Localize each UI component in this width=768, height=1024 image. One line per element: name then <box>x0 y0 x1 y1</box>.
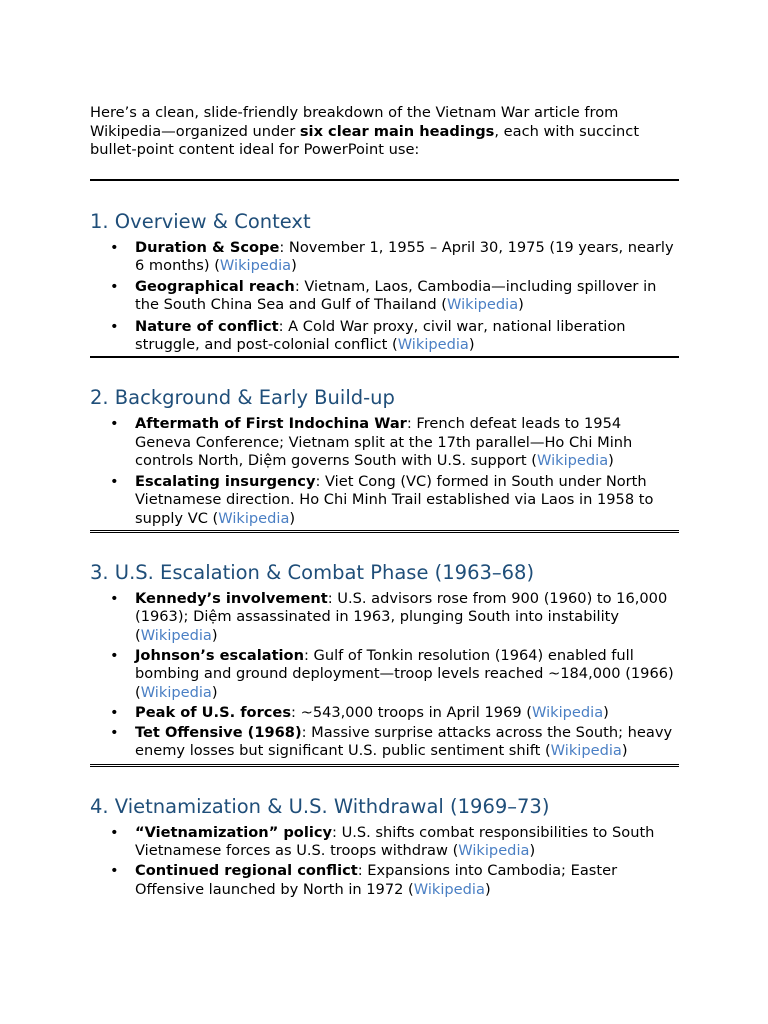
list-item <box>90 704 679 722</box>
wikipedia-link[interactable]: Wikipedia <box>531 703 604 721</box>
section-heading-3: 3. U.S. Escalation & Combat Phase (1963–68) <box>90 561 535 585</box>
item-text: : Vietnam, Laos, Cambodia—including spillover in the South China Sea and Gulf of Thailand ( <box>135 278 657 314</box>
item-text: : Massive surprise attacks across the South; heavy enemy losses but significant U.S. public sentiment shift ( <box>135 724 673 760</box>
section-background <box>90 386 679 528</box>
intro-text-start: Here’s a clean, slide-friendly breakdown of the Vietnam War article from Wikipedia—organized under <box>90 104 619 140</box>
item-term: Peak of U.S. forces <box>135 703 292 721</box>
list-item <box>90 318 679 355</box>
section-heading-2: 2. Background & Early Build-up <box>90 386 395 410</box>
wikipedia-link[interactable]: Wikipedia <box>446 296 519 314</box>
item-term: Duration & Scope <box>135 238 280 256</box>
item-end: ) <box>621 742 628 760</box>
bullet-icon: • <box>110 238 119 256</box>
bullet-icon: • <box>110 724 119 742</box>
list-item <box>90 824 679 861</box>
divider-2 <box>90 530 679 533</box>
item-end: ) <box>518 296 524 314</box>
wikipedia-link[interactable]: Wikipedia <box>536 451 609 469</box>
item-end: ) <box>468 335 475 353</box>
item-term: Nature of conflict <box>135 317 279 335</box>
item-text: : Viet Cong (VC) formed in South under North Vietnamese direction. Ho Chi Minh Trail established via Laos in 1958 to supply VC ( <box>135 473 654 527</box>
section-3-list <box>90 590 679 761</box>
intro-paragraph <box>90 104 679 160</box>
list-item <box>90 862 679 899</box>
bullet-icon: • <box>110 278 119 296</box>
bullet-icon: • <box>110 862 119 880</box>
list-item <box>90 473 679 528</box>
item-text: : U.S. shifts combat responsibilities to South Vietnamese forces as U.S. troops withdraw ( <box>135 823 655 860</box>
bullet-icon: • <box>110 823 119 841</box>
list-item <box>90 724 679 761</box>
list-item <box>90 415 679 470</box>
wikipedia-link[interactable]: Wikipedia <box>458 842 530 860</box>
item-end: ) <box>211 683 218 701</box>
item-end: ) <box>211 626 218 644</box>
item-end: ) <box>529 842 536 860</box>
list-item <box>90 239 679 276</box>
wikipedia-link[interactable]: Wikipedia <box>140 683 212 701</box>
item-term: Tet Offensive (1968) <box>135 724 302 742</box>
bullet-icon: • <box>110 473 119 491</box>
item-text: : U.S. advisors rose from 900 (1960) to 16,000 (1963); Diệm assassinated in 1963, plunging South into instability ( <box>135 590 668 644</box>
list-item <box>90 647 679 702</box>
section-escalation <box>90 561 679 761</box>
item-end: ) <box>603 703 609 721</box>
wikipedia-link[interactable]: Wikipedia <box>413 880 485 898</box>
bullet-icon: • <box>110 415 119 433</box>
bullet-icon: • <box>110 646 119 664</box>
divider-3 <box>90 764 679 767</box>
section-overview <box>90 210 679 355</box>
intro-bold-text: six clear main headings <box>299 122 495 140</box>
item-term: Continued regional conflict <box>135 862 358 880</box>
item-term: Escalating insurgency <box>135 473 316 491</box>
bullet-icon: • <box>110 317 119 335</box>
wikipedia-link[interactable]: Wikipedia <box>397 335 469 353</box>
item-end: ) <box>291 256 297 274</box>
wikipedia-link[interactable]: Wikipedia <box>218 509 290 527</box>
item-term: “Vietnamization” policy <box>135 823 333 841</box>
bullet-icon: • <box>110 590 119 608</box>
item-text: : Gulf of Tonkin resolution (1964) enabled full bombing and ground deployment—troop levels reached ~184,000 (1966) ( <box>135 646 674 701</box>
item-end: ) <box>484 880 491 898</box>
section-2-list <box>90 415 679 528</box>
intro-text-end: , each with succinct bullet-point content ideal for PowerPoint use: <box>90 122 640 158</box>
item-end: ) <box>608 451 614 469</box>
item-text: : French defeat leads to 1954 Geneva Conference; Vietnam split at the 17th parallel—Ho Chi Minh controls North, Diệm governs South with U.S. support ( <box>135 415 633 469</box>
wikipedia-link[interactable]: Wikipedia <box>140 626 212 644</box>
item-text: : November 1, 1955 – April 30, 1975 (19 years, nearly 6 months) ( <box>135 238 674 274</box>
section-1-list <box>90 239 679 355</box>
section-heading-1: 1. Overview & Context <box>90 209 311 233</box>
item-term: Kennedy’s involvement <box>135 590 328 608</box>
wikipedia-link[interactable]: Wikipedia <box>550 742 622 760</box>
item-text: : A Cold War proxy, civil war, national liberation struggle, and post-colonial conflict ( <box>135 317 626 353</box>
divider-0 <box>90 179 679 181</box>
section-4-list <box>90 824 679 899</box>
item-term: Johnson’s escalation <box>135 646 304 664</box>
section-heading-4: 4. Vietnamization & U.S. Withdrawal (1969–73) <box>90 794 550 818</box>
wikipedia-link[interactable]: Wikipedia <box>219 256 292 274</box>
list-item <box>90 278 679 315</box>
divider-1 <box>90 356 679 358</box>
list-item <box>90 590 679 645</box>
item-text: : ~543,000 troops in April 1969 ( <box>291 703 532 721</box>
item-end: ) <box>289 509 296 527</box>
bullet-icon: • <box>110 703 119 721</box>
section-vietnamization <box>90 795 679 899</box>
item-text: : Expansions into Cambodia; Easter Offensive launched by North in 1972 ( <box>135 862 618 898</box>
document-body <box>90 104 679 899</box>
item-term: Aftermath of First Indochina War <box>135 415 407 433</box>
item-term: Geographical reach <box>135 278 295 296</box>
